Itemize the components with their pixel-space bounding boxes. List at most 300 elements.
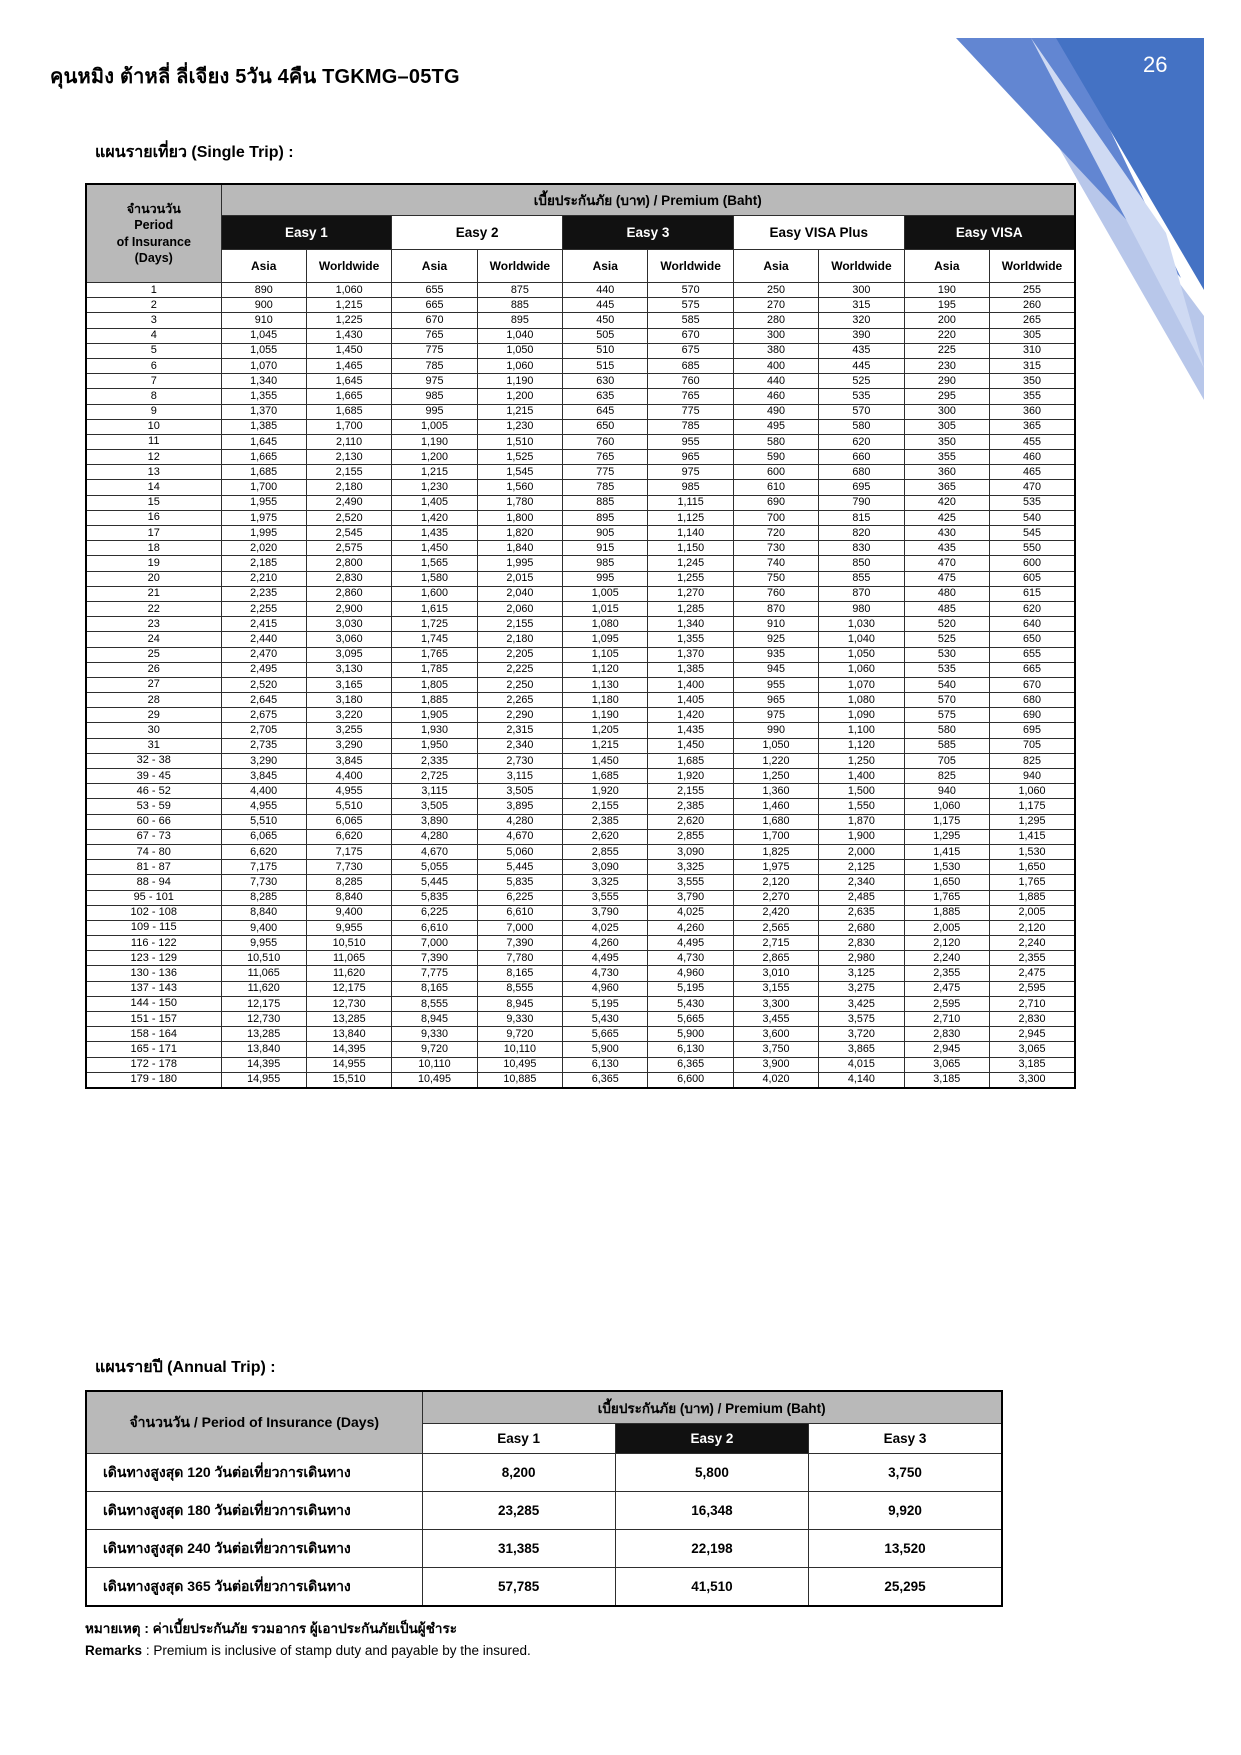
- period-cell: 1: [86, 283, 221, 298]
- premium-cell: 380: [733, 343, 818, 358]
- premium-cell: 1,745: [392, 632, 477, 647]
- premium-cell: 2,130: [306, 450, 391, 465]
- premium-cell: 670: [392, 313, 477, 328]
- period-cell: 16: [86, 510, 221, 525]
- premium-cell: 3,010: [733, 966, 818, 981]
- premium-cell: 13,520: [809, 1530, 1002, 1568]
- premium-cell: 2,595: [990, 981, 1075, 996]
- table-row: [86, 723, 1075, 738]
- table-row: [86, 434, 1075, 449]
- premium-cell: 870: [819, 586, 904, 601]
- premium-cell: 1,175: [990, 799, 1075, 814]
- premium-cell: 3,155: [733, 981, 818, 996]
- premium-cell: 1,295: [904, 829, 989, 844]
- premium-cell: 1,175: [904, 814, 989, 829]
- premium-cell: 2,315: [477, 723, 562, 738]
- premium-cell: 2,000: [819, 844, 904, 859]
- premium-cell: 305: [904, 419, 989, 434]
- premium-cell: 3,865: [819, 1042, 904, 1057]
- period-cell: 2: [86, 298, 221, 313]
- premium-cell: 260: [990, 298, 1075, 313]
- premium-cell: 2,860: [306, 586, 391, 601]
- premium-cell: 290: [904, 374, 989, 389]
- period-cell: 46 - 52: [86, 784, 221, 799]
- premium-cell: 3,750: [733, 1042, 818, 1057]
- premium-cell: 875: [477, 283, 562, 298]
- premium-cell: 2,020: [221, 541, 306, 556]
- premium-cell: 660: [819, 450, 904, 465]
- premium-cell: 5,195: [648, 981, 733, 996]
- premium-cell: 3,130: [306, 662, 391, 677]
- table-row: [86, 647, 1075, 662]
- premium-cell: 270: [733, 298, 818, 313]
- premium-cell: 6,065: [306, 814, 391, 829]
- premium-cell: 655: [990, 647, 1075, 662]
- premium-cell: 1,215: [563, 738, 648, 753]
- premium-cell: 2,710: [990, 996, 1075, 1011]
- premium-cell: 2,620: [648, 814, 733, 829]
- premium-cell: 1,685: [221, 465, 306, 480]
- premium-cell: 3,185: [990, 1057, 1075, 1072]
- table-row: [86, 480, 1075, 495]
- table-row: [86, 814, 1075, 829]
- premium-cell: 1,930: [392, 723, 477, 738]
- period-cell: 24: [86, 632, 221, 647]
- premium-cell: 1,100: [819, 723, 904, 738]
- premium-cell: 8,200: [422, 1454, 615, 1492]
- period-cell: 31: [86, 738, 221, 753]
- premium-cell: 3,555: [563, 890, 648, 905]
- premium-cell: 3,220: [306, 708, 391, 723]
- premium-cell: 1,385: [221, 419, 306, 434]
- premium-cell: 2,225: [477, 662, 562, 677]
- premium-cell: 1,060: [477, 358, 562, 373]
- premium-cell: 10,110: [477, 1042, 562, 1057]
- table-row: [86, 738, 1075, 753]
- premium-cell: 815: [819, 510, 904, 525]
- premium-cell: 230: [904, 358, 989, 373]
- premium-cell: 1,450: [563, 753, 648, 768]
- table-row: [86, 769, 1075, 784]
- period-cell: 9: [86, 404, 221, 419]
- period-cell: 172 - 178: [86, 1057, 221, 1072]
- table-row: [86, 374, 1075, 389]
- premium-cell: 940: [904, 784, 989, 799]
- premium-cell: 1,415: [990, 829, 1075, 844]
- sub-header-worldwide: Worldwide: [990, 250, 1075, 283]
- premium-cell: 1,060: [306, 283, 391, 298]
- premium-cell: 1,550: [819, 799, 904, 814]
- premium-cell: 430: [904, 526, 989, 541]
- premium-cell: 1,405: [392, 495, 477, 510]
- premium-cell: 1,190: [563, 708, 648, 723]
- sub-header-asia: Asia: [904, 250, 989, 283]
- page-number: 26: [1143, 52, 1168, 77]
- premium-cell: 12,730: [221, 1012, 306, 1027]
- premium-cell: 605: [990, 571, 1075, 586]
- premium-cell: 2,240: [990, 936, 1075, 951]
- premium-cell: 1,700: [306, 419, 391, 434]
- premium-cell: 6,365: [563, 1072, 648, 1088]
- annual-plan-header-easy1: Easy 1: [422, 1424, 615, 1454]
- premium-cell: 980: [819, 601, 904, 616]
- premium-cell: 2,865: [733, 951, 818, 966]
- premium-cell: 760: [648, 374, 733, 389]
- table-row: [86, 799, 1075, 814]
- premium-cell: 1,900: [819, 829, 904, 844]
- premium-cell: 2,335: [392, 753, 477, 768]
- premium-cell: 2,830: [904, 1027, 989, 1042]
- period-cell: 7: [86, 374, 221, 389]
- period-cell: 22: [86, 601, 221, 616]
- premium-cell: 1,500: [819, 784, 904, 799]
- period-cell: 11: [86, 434, 221, 449]
- premium-cell: 1,105: [563, 647, 648, 662]
- premium-cell: 2,355: [904, 966, 989, 981]
- premium-cell: 2,210: [221, 571, 306, 586]
- premium-cell: 2,565: [733, 920, 818, 935]
- premium-cell: 1,545: [477, 465, 562, 480]
- premium-cell: 6,610: [392, 920, 477, 935]
- premium-cell: 775: [563, 465, 648, 480]
- premium-cell: 355: [990, 389, 1075, 404]
- premium-cell: 2,620: [563, 829, 648, 844]
- premium-cell: 585: [648, 313, 733, 328]
- period-cell: 95 - 101: [86, 890, 221, 905]
- premium-cell: 8,945: [392, 1012, 477, 1027]
- premium-cell: 3,030: [306, 617, 391, 632]
- premium-cell: 2,120: [990, 920, 1075, 935]
- premium-cell: 1,285: [648, 601, 733, 616]
- premium-cell: 14,955: [306, 1057, 391, 1072]
- premium-cell: 3,165: [306, 677, 391, 692]
- premium-cell: 895: [563, 510, 648, 525]
- premium-cell: 1,975: [733, 860, 818, 875]
- premium-cell: 9,400: [306, 905, 391, 920]
- premium-cell: 5,900: [648, 1027, 733, 1042]
- plan-header-easy1: Easy 1: [221, 216, 392, 250]
- premium-cell: 2,900: [306, 601, 391, 616]
- premium-cell: 1,270: [648, 586, 733, 601]
- premium-cell: 14,395: [306, 1042, 391, 1057]
- premium-cell: 3,890: [392, 814, 477, 829]
- premium-cell: 765: [392, 328, 477, 343]
- premium-cell: 6,620: [306, 829, 391, 844]
- table-row: [86, 495, 1075, 510]
- premium-cell: 525: [904, 632, 989, 647]
- plan-header-easy-visa: Easy VISA: [904, 216, 1075, 250]
- premium-cell: 905: [563, 526, 648, 541]
- table-row: [86, 419, 1075, 434]
- premium-cell: 2,420: [733, 905, 818, 920]
- premium-cell: 1,510: [477, 434, 562, 449]
- premium-cell: 7,730: [306, 860, 391, 875]
- premium-cell: 9,955: [306, 920, 391, 935]
- premium-cell: 1,355: [221, 389, 306, 404]
- premium-cell: 3,790: [563, 905, 648, 920]
- period-cell: 130 - 136: [86, 966, 221, 981]
- premium-cell: 1,430: [306, 328, 391, 343]
- premium-cell: 1,220: [733, 753, 818, 768]
- premium-cell: 975: [648, 465, 733, 480]
- premium-cell: 1,040: [477, 328, 562, 343]
- premium-cell: 5,800: [615, 1454, 808, 1492]
- premium-cell: 540: [904, 677, 989, 692]
- table-row: [86, 450, 1075, 465]
- premium-cell: 25,295: [809, 1568, 1002, 1607]
- premium-cell: 6,610: [477, 905, 562, 920]
- premium-cell: 955: [733, 677, 818, 692]
- premium-cell: 365: [904, 480, 989, 495]
- premium-cell: 2,385: [563, 814, 648, 829]
- period-cell: 74 - 80: [86, 844, 221, 859]
- period-cell: 12: [86, 450, 221, 465]
- premium-cell: 1,370: [648, 647, 733, 662]
- premium-cell: 5,665: [563, 1027, 648, 1042]
- premium-cell: 1,400: [648, 677, 733, 692]
- premium-cell: 895: [477, 313, 562, 328]
- premium-cell: 2,155: [648, 784, 733, 799]
- premium-cell: 3,125: [819, 966, 904, 981]
- premium-cell: 645: [563, 404, 648, 419]
- premium-cell: 460: [733, 389, 818, 404]
- premium-cell: 4,260: [563, 936, 648, 951]
- table-row: [86, 936, 1075, 951]
- premium-cell: 6,600: [648, 1072, 733, 1088]
- premium-cell: 585: [904, 738, 989, 753]
- premium-cell: 2,340: [477, 738, 562, 753]
- period-cell: 109 - 115: [86, 920, 221, 935]
- premium-cell: 1,370: [221, 404, 306, 419]
- premium-cell: 1,685: [648, 753, 733, 768]
- premium-cell: 5,195: [563, 996, 648, 1011]
- premium-cell: 1,780: [477, 495, 562, 510]
- premium-cell: 2,015: [477, 571, 562, 586]
- period-column-header: จำนวนวัน Period of Insurance (Days): [86, 184, 221, 283]
- premium-cell: 2,060: [477, 601, 562, 616]
- period-cell: 15: [86, 495, 221, 510]
- table-row: [86, 966, 1075, 981]
- premium-cell: 5,430: [563, 1012, 648, 1027]
- period-cell: เดินทางสูงสุด 180 วันต่อเที่ยวการเดินทาง: [86, 1492, 422, 1530]
- table-row: [86, 1027, 1075, 1042]
- period-cell: 18: [86, 541, 221, 556]
- premium-cell: 2,120: [904, 936, 989, 951]
- premium-cell: 365: [990, 419, 1075, 434]
- period-cell: 123 - 129: [86, 951, 221, 966]
- premium-cell: 13,285: [221, 1027, 306, 1042]
- premium-cell: 2,705: [221, 723, 306, 738]
- premium-cell: 3,325: [563, 875, 648, 890]
- premium-cell: 1,190: [392, 434, 477, 449]
- premium-cell: 935: [733, 647, 818, 662]
- premium-cell: 14,395: [221, 1057, 306, 1072]
- premium-cell: 12,175: [306, 981, 391, 996]
- premium-cell: 965: [648, 450, 733, 465]
- premium-cell: 350: [990, 374, 1075, 389]
- premium-cell: 1,645: [306, 374, 391, 389]
- premium-cell: 1,615: [392, 601, 477, 616]
- premium-cell: 1,885: [990, 890, 1075, 905]
- premium-header: เบี้ยประกันภัย (บาท) / Premium (Baht): [221, 184, 1075, 216]
- premium-cell: 675: [648, 343, 733, 358]
- premium-cell: 2,005: [904, 920, 989, 935]
- premium-cell: 655: [392, 283, 477, 298]
- premium-cell: 1,215: [306, 298, 391, 313]
- premium-cell: 11,620: [221, 981, 306, 996]
- premium-cell: 2,830: [306, 571, 391, 586]
- premium-cell: 1,415: [904, 844, 989, 859]
- premium-cell: 1,090: [819, 708, 904, 723]
- premium-cell: 890: [221, 283, 306, 298]
- premium-cell: 3,900: [733, 1057, 818, 1072]
- premium-cell: 8,945: [477, 996, 562, 1011]
- premium-cell: 680: [819, 465, 904, 480]
- premium-cell: 785: [392, 358, 477, 373]
- period-cell: เดินทางสูงสุด 240 วันต่อเที่ยวการเดินทาง: [86, 1530, 422, 1568]
- premium-cell: 31,385: [422, 1530, 615, 1568]
- premium-cell: 14,955: [221, 1072, 306, 1088]
- premium-cell: 1,140: [648, 526, 733, 541]
- premium-cell: 1,680: [733, 814, 818, 829]
- period-cell: 158 - 164: [86, 1027, 221, 1042]
- premium-cell: 1,200: [392, 450, 477, 465]
- premium-cell: 2,830: [990, 1012, 1075, 1027]
- premium-cell: 535: [819, 389, 904, 404]
- premium-cell: 1,200: [477, 389, 562, 404]
- premium-cell: 2,595: [904, 996, 989, 1011]
- premium-cell: 540: [990, 510, 1075, 525]
- table-row: [86, 693, 1075, 708]
- premium-cell: 1,355: [648, 632, 733, 647]
- premium-cell: 4,730: [563, 966, 648, 981]
- premium-cell: 2,945: [990, 1027, 1075, 1042]
- premium-cell: 2,575: [306, 541, 391, 556]
- premium-cell: 360: [904, 465, 989, 480]
- premium-cell: 5,665: [648, 1012, 733, 1027]
- premium-cell: 455: [990, 434, 1075, 449]
- premium-cell: 4,400: [306, 769, 391, 784]
- premium-cell: 4,495: [648, 936, 733, 951]
- premium-cell: 1,650: [990, 860, 1075, 875]
- premium-cell: 1,405: [648, 693, 733, 708]
- premium-cell: 10,495: [477, 1057, 562, 1072]
- premium-cell: 7,000: [477, 920, 562, 935]
- premium-cell: 2,120: [733, 875, 818, 890]
- premium-cell: 1,665: [306, 389, 391, 404]
- premium-cell: 9,720: [392, 1042, 477, 1057]
- period-cell: 29: [86, 708, 221, 723]
- premium-cell: 7,730: [221, 875, 306, 890]
- premium-cell: 1,725: [392, 617, 477, 632]
- premium-cell: 1,820: [477, 526, 562, 541]
- remarks-english: Remarks : Premium is inclusive of stamp duty and payable by the insured.: [85, 1642, 531, 1658]
- period-cell: 10: [86, 419, 221, 434]
- premium-cell: 23,285: [422, 1492, 615, 1530]
- premium-cell: 695: [990, 723, 1075, 738]
- premium-cell: 9,400: [221, 920, 306, 935]
- table-row: [86, 571, 1075, 586]
- table-row: [86, 510, 1075, 525]
- premium-cell: 2,645: [221, 693, 306, 708]
- premium-cell: 2,715: [733, 936, 818, 951]
- premium-cell: 700: [733, 510, 818, 525]
- premium-cell: 955: [648, 434, 733, 449]
- premium-cell: 705: [904, 753, 989, 768]
- premium-cell: 8,285: [306, 875, 391, 890]
- period-cell: 3: [86, 313, 221, 328]
- premium-cell: 825: [990, 753, 1075, 768]
- premium-cell: 9,720: [477, 1027, 562, 1042]
- annual-trip-heading: แผนรายปี (Annual Trip) :: [95, 1359, 276, 1376]
- premium-cell: 4,495: [563, 951, 648, 966]
- premium-cell: 1,295: [990, 814, 1075, 829]
- sub-header-worldwide: Worldwide: [819, 250, 904, 283]
- premium-cell: 530: [904, 647, 989, 662]
- premium-cell: 1,400: [819, 769, 904, 784]
- premium-cell: 8,285: [221, 890, 306, 905]
- premium-cell: 1,600: [392, 586, 477, 601]
- premium-cell: 3,455: [733, 1012, 818, 1027]
- premium-cell: 520: [904, 617, 989, 632]
- premium-cell: 450: [563, 313, 648, 328]
- premium-cell: 11,065: [306, 951, 391, 966]
- premium-cell: 3,065: [990, 1042, 1075, 1057]
- premium-cell: 1,180: [563, 693, 648, 708]
- premium-cell: 1,765: [392, 647, 477, 662]
- premium-cell: 785: [648, 419, 733, 434]
- period-cell: 17: [86, 526, 221, 541]
- sub-header-worldwide: Worldwide: [648, 250, 733, 283]
- premium-cell: 1,005: [392, 419, 477, 434]
- premium-cell: 2,440: [221, 632, 306, 647]
- table-row: [86, 784, 1075, 799]
- premium-cell: 685: [648, 358, 733, 373]
- premium-cell: 570: [648, 283, 733, 298]
- period-cell: 60 - 66: [86, 814, 221, 829]
- premium-cell: 13,840: [221, 1042, 306, 1057]
- premium-cell: 4,960: [563, 981, 648, 996]
- table-row: [86, 875, 1075, 890]
- premium-cell: 10,495: [392, 1072, 477, 1088]
- premium-cell: 615: [990, 586, 1075, 601]
- premium-cell: 900: [221, 298, 306, 313]
- premium-cell: 2,945: [904, 1042, 989, 1057]
- premium-cell: 11,065: [221, 966, 306, 981]
- premium-cell: 1,070: [819, 677, 904, 692]
- premium-cell: 1,230: [392, 480, 477, 495]
- table-row: [86, 1530, 1002, 1568]
- premium-cell: 870: [733, 601, 818, 616]
- premium-cell: 2,830: [819, 936, 904, 951]
- premium-cell: 1,340: [221, 374, 306, 389]
- premium-cell: 6,365: [648, 1057, 733, 1072]
- premium-cell: 3,895: [477, 799, 562, 814]
- premium-cell: 885: [477, 298, 562, 313]
- premium-cell: 12,730: [306, 996, 391, 1011]
- single-trip-heading: แผนรายเที่ยว (Single Trip) :: [95, 144, 294, 161]
- premium-cell: 315: [819, 298, 904, 313]
- premium-cell: 2,265: [477, 693, 562, 708]
- premium-cell: 1,205: [563, 723, 648, 738]
- premium-cell: 490: [733, 404, 818, 419]
- premium-cell: 830: [819, 541, 904, 556]
- premium-cell: 1,840: [477, 541, 562, 556]
- premium-cell: 295: [904, 389, 989, 404]
- premium-cell: 775: [392, 343, 477, 358]
- table-row: [86, 662, 1075, 677]
- period-cell: เดินทางสูงสุด 365 วันต่อเที่ยวการเดินทาง: [86, 1568, 422, 1607]
